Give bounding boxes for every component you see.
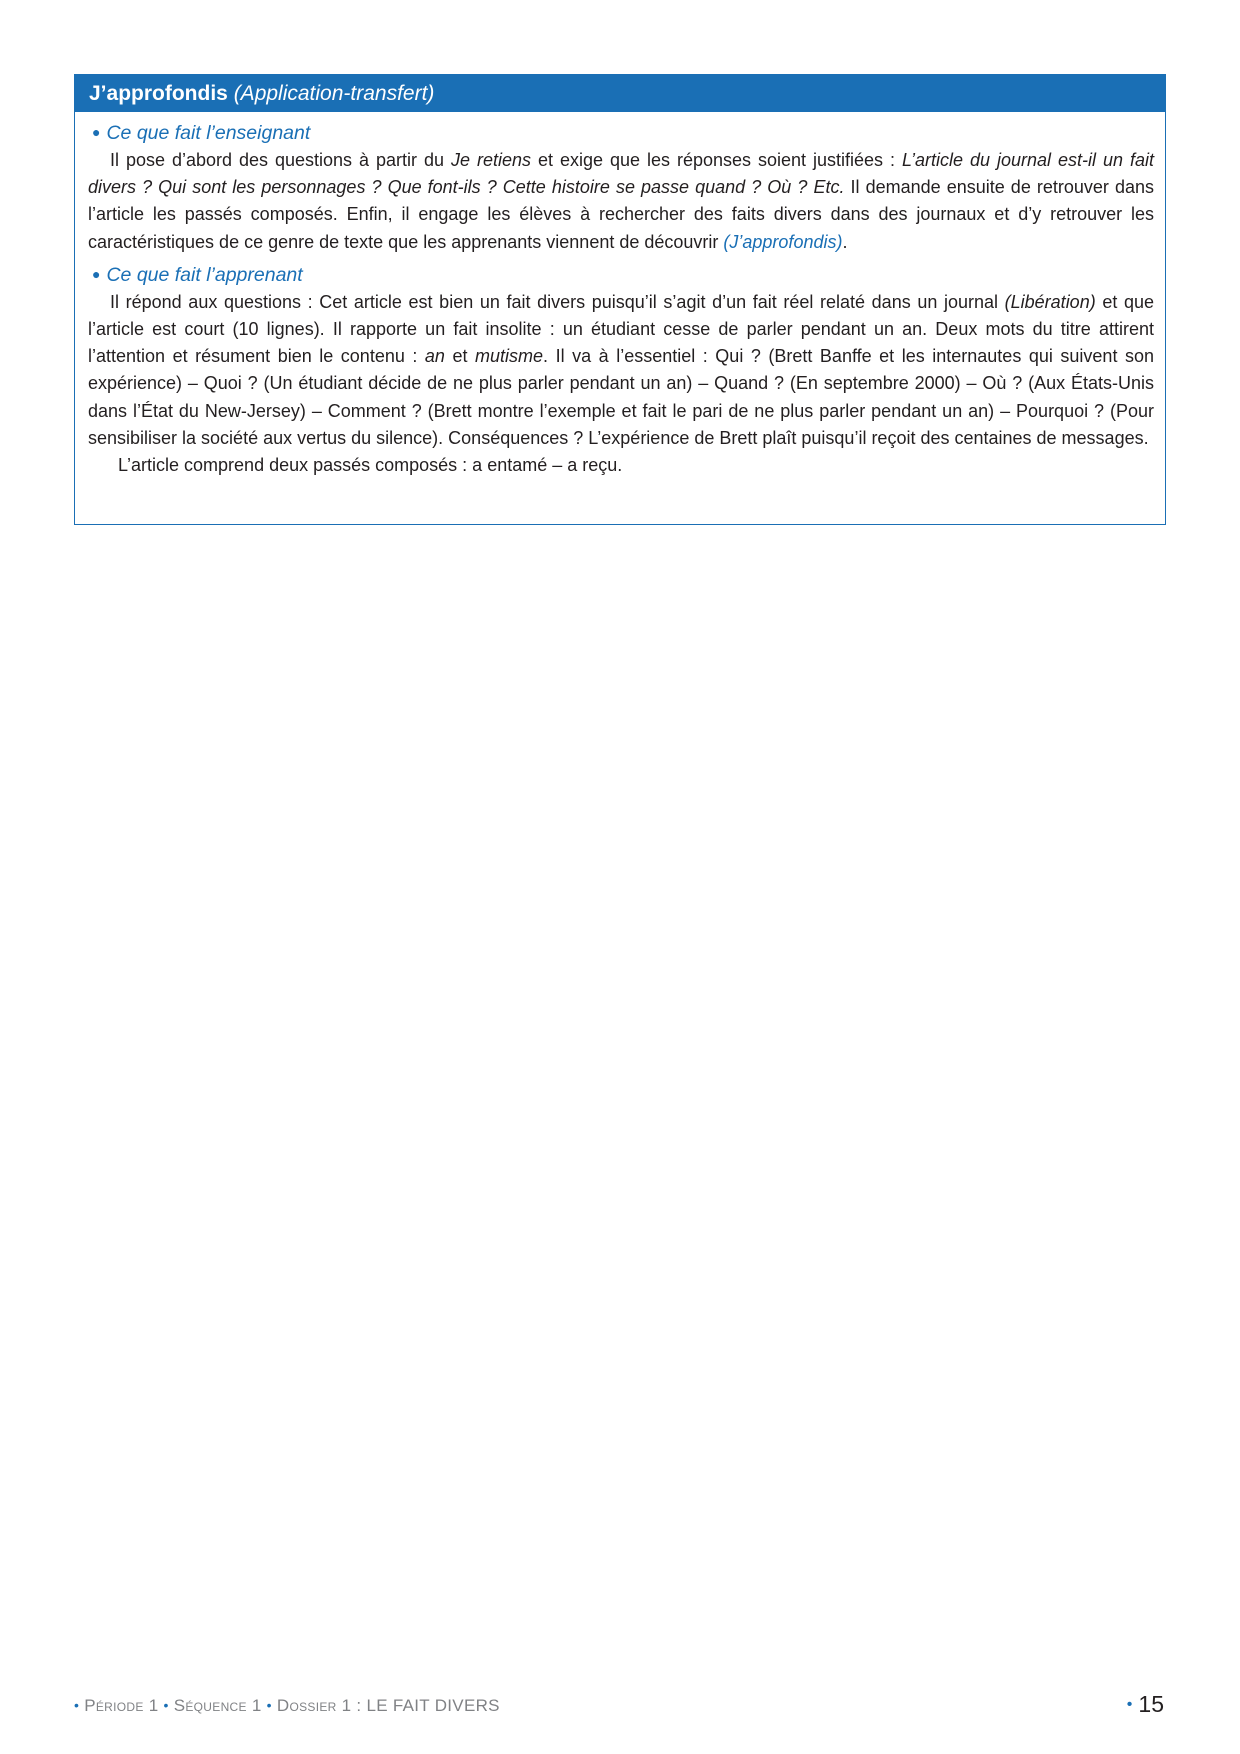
text-run: Il répond aux questions : Cet article est bien un fait divers puisqu’il s’agit d’un fait réel relaté dans un journal — [110, 291, 1005, 312]
text-run-italic: an — [424, 346, 445, 367]
reference-japprofondis: (J’approfondis) — [723, 231, 843, 252]
text-run-italic: L’article du journal est-il un fait divers ? Qui sont les personnages ? Que font-ils ? Cette histoire se passe quand ? Où ? Etc. — [88, 150, 1154, 198]
bullet-icon: ● — [92, 265, 101, 282]
section-heading-text: Ce que fait l’apprenant — [106, 263, 303, 286]
text-run: . — [842, 231, 848, 252]
japprofondis-box — [74, 74, 1166, 525]
bullet-icon: • — [74, 1697, 80, 1713]
text-run: Il demande ensuite de retrouver dans l’article les passés composés. Enfin, il engage les élèves à rechercher des faits divers dans des journaux et d’y retrouver les caractéristiques de ce genre de texte que les apprenants viennent de découvrir — [88, 177, 1155, 252]
box-body — [75, 112, 1165, 479]
text-run: et que l’article est court (10 lignes). Il rapporte un fait insolite : un étudiant cesse de parler pendant un an. Deux mots du titre attirent l’attention et résument bien le contenu : — [88, 291, 1155, 367]
page-number: 15 — [1138, 1691, 1164, 1717]
text-run: . Il va à l’essentiel : Qui ? (Brett Banffe et les internautes qui suivent son expérience) – Quoi ? (Un étudiant décide de ne plus parler pendant un an) – Quand ? (En septembre 2000) – Où ? (Aux États-Unis dans l’État du New-Jersey) – Comment ? (Brett montre l’exemple et fait le pari de ne plus parler pendant un an) – Pourquoi ? (Pour sensibiliser la société aux vertus du silence). Conséquences ? L’expérience de Brett plaît puisqu’il reçoit des centaines de messages. — [88, 346, 1154, 448]
section-heading-enseignant — [88, 118, 1154, 147]
bullet-icon: • — [163, 1697, 169, 1713]
box-header — [75, 75, 1165, 112]
page-number-container — [1127, 1691, 1164, 1718]
paragraph-passes-composes: L’article comprend deux passés composés : a entamé – a reçu. — [118, 455, 623, 476]
paragraph-apprenant — [88, 289, 1154, 479]
text-run: et — [444, 346, 476, 367]
footer-sequence: Séquence 1 — [173, 1696, 262, 1715]
text-run: et exige que les réponses soient justifiées : — [531, 150, 902, 170]
box-title: J’approfondis — [89, 82, 228, 105]
footer-breadcrumb — [74, 1696, 500, 1716]
text-run-italic: (Libération) — [1004, 291, 1096, 312]
bullet-icon: • — [266, 1697, 272, 1713]
section-heading-text: Ce que fait l’enseignant — [106, 122, 311, 144]
footer-colon: : — [356, 1696, 362, 1715]
footer-topic: LE FAIT DIVERS — [366, 1696, 500, 1715]
section-heading-apprenant — [88, 260, 1154, 289]
text-run-italic: mutisme — [475, 346, 544, 367]
footer-periode: Période 1 — [84, 1696, 159, 1715]
text-run: Il pose d’abord des questions à partir du — [110, 150, 451, 170]
text-run-italic: Je retiens — [451, 150, 532, 170]
bullet-icon: ● — [92, 124, 101, 140]
box-subtitle: (Application-transfert) — [233, 82, 435, 105]
bullet-icon: • — [1126, 1696, 1133, 1713]
paragraph-enseignant — [88, 147, 1154, 256]
footer-dossier: Dossier 1 — [276, 1696, 352, 1715]
